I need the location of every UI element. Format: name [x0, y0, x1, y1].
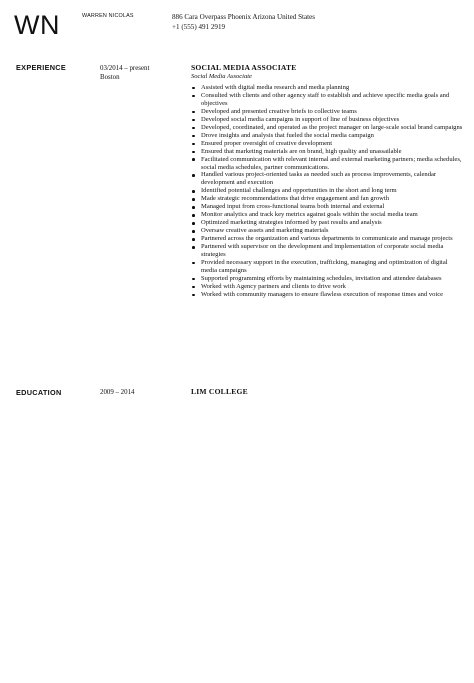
duty-item: Developed social media campaigns in support of line of business objectives — [201, 116, 463, 124]
duty-item: Partnered across the organization and various departments to communicate and manage projects — [201, 235, 463, 243]
duty-item: Partnered with supervisor on the development and implementation of corporate social media strategies — [201, 243, 463, 259]
experience-location: Boston — [100, 74, 120, 81]
contact-phone: +1 (555) 491 2919 — [172, 23, 226, 31]
duty-item: Provided necessary support in the execution, trafficking, managing and optimization of digital media campaigns — [201, 259, 463, 275]
candidate-name: WARREN NICOLAS — [82, 13, 134, 19]
job-title: SOCIAL MEDIA ASSOCIATE — [191, 63, 297, 72]
duty-item: Facilitated communication with relevant internal and external marketing partners; media schedules, social media schedules, partner communications. — [201, 155, 462, 171]
experience-dates: 03/2014 – present — [100, 65, 150, 72]
education-dates: 2009 – 2014 — [100, 389, 135, 396]
duties-list — [191, 84, 463, 299]
education-heading: EDUCATION — [16, 388, 62, 397]
duty-item: Drove insights and analysis that fueled the social media campaign — [201, 132, 463, 140]
education-school: LIM COLLEGE — [191, 387, 248, 396]
contact-block — [172, 12, 315, 32]
duty-item: Identified potential challenges and opportunities in the short and long term — [201, 187, 463, 195]
duty-item: Developed and presented creative briefs to collective teams — [201, 108, 463, 116]
duty-item: Supported programming efforts by maintaining schedules, invitation and attendee databases — [201, 275, 463, 283]
duty-item: Handled various project-oriented tasks as needed such as process improvements, calendar development and execution — [201, 171, 463, 187]
duty-item: Consulted with clients and other agency staff to establish and achieve specific media goals and objectives — [201, 92, 463, 108]
contact-address: 886 Cara Overpass Phoenix Arizona United States — [172, 13, 316, 21]
duty-item: Assisted with digital media research and media planning — [201, 84, 463, 92]
experience-heading: EXPERIENCE — [16, 63, 67, 72]
duty-item: Managed input from cross-functional teams both internal and external — [201, 203, 463, 211]
duty-item: Worked with community managers to ensure flawless execution of response times and voice — [201, 291, 463, 299]
job-subtitle: Social Media Associate — [191, 73, 252, 80]
duty-item: Made strategic recommendations that drive engagement and fan growth — [201, 195, 463, 203]
duty-item: Optimized marketing strategies informed by past results and analysis — [201, 219, 463, 227]
duty-item: Ensured that marketing materials are on brand, high quality and unassailable — [201, 148, 463, 156]
name-monogram: WN — [14, 10, 60, 40]
duty-item: Developed, coordinated, and operated as the project manager on large-scale social brand campaigns — [201, 123, 463, 131]
duty-item: Oversaw creative assets and marketing materials — [201, 227, 463, 235]
duty-item: Monitor analytics and track key metrics against goals within the social media team — [201, 211, 463, 219]
duty-item: Ensured proper oversight of creative development — [201, 140, 463, 148]
duty-item: Worked with Agency partners and clients to drive work — [201, 283, 463, 291]
